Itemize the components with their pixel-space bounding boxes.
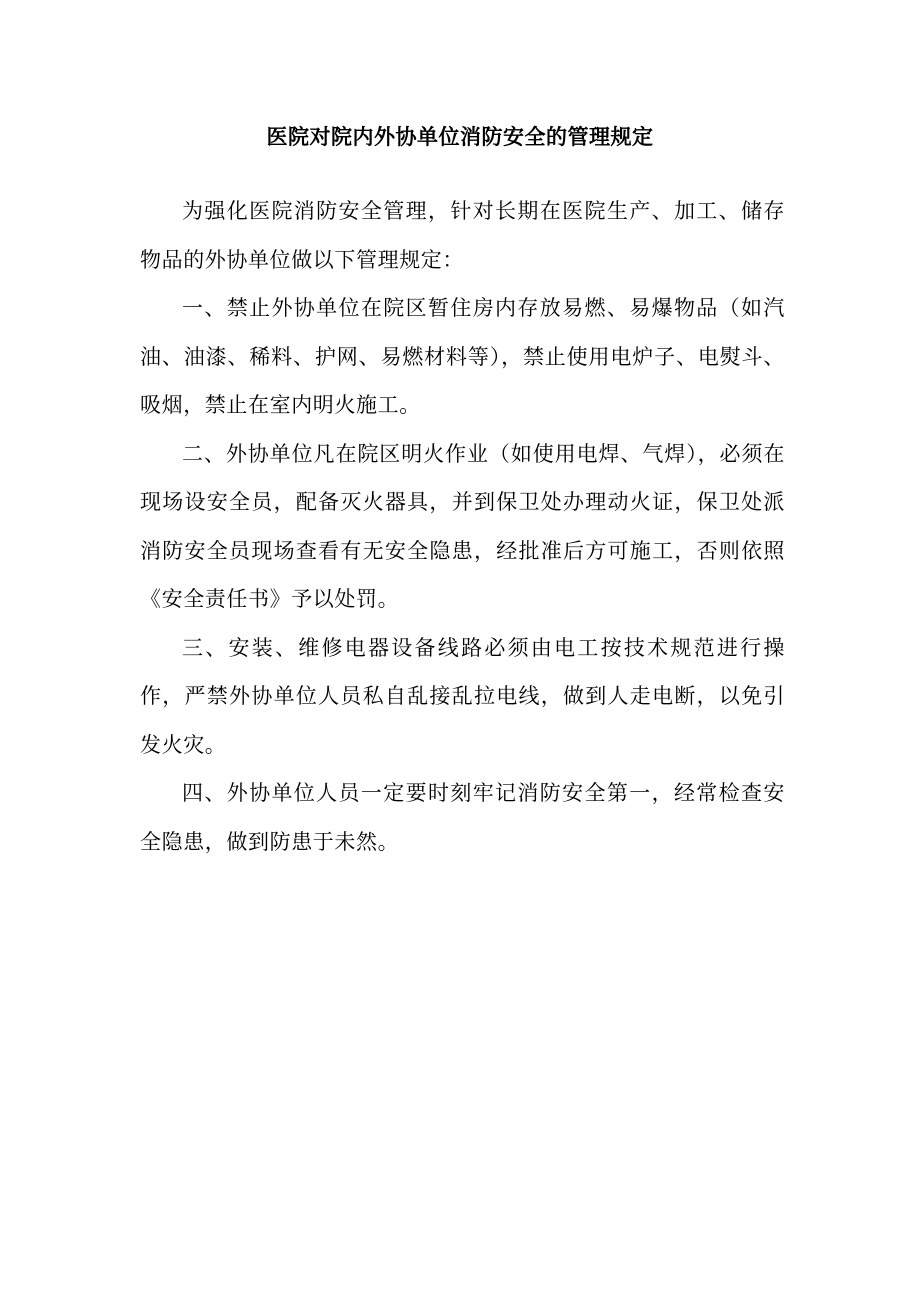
document-body <box>140 187 785 866</box>
rule-paragraph-4: 四、外协单位人员一定要时刻牢记消防安全第一，经常检查安全隐患，做到防患于未然。 <box>140 781 785 854</box>
intro-paragraph: 为强化医院消防安全管理，针对长期在医院生产、加工、储存物品的外协单位做以下管理规定： <box>140 199 785 272</box>
document-title: 医院对院内外协单位消防安全的管理规定 <box>266 125 654 149</box>
rule-paragraph-2: 二、外协单位凡在院区明火作业（如使用电焊、气焊），必须在现场设安全员，配备灭火器具，并到保卫处办理动火证，保卫处派消防安全员现场查看有无安全隐患，经批准后方可施工，否则依照《安全责任书》予以处罚。 <box>140 441 785 611</box>
rule-paragraph-1: 一、禁止外协单位在院区暂住房内存放易燃、易爆物品（如汽油、油漆、稀料、护网、易燃材料等），禁止使用电炉子、电熨斗、吸烟，禁止在室内明火施工。 <box>140 296 785 417</box>
rule-paragraph-3: 三、安装、维修电器设备线路必须由电工按技术规范进行操作，严禁外协单位人员私自乱接乱拉电线，做到人走电断，以免引发火灾。 <box>140 635 785 757</box>
